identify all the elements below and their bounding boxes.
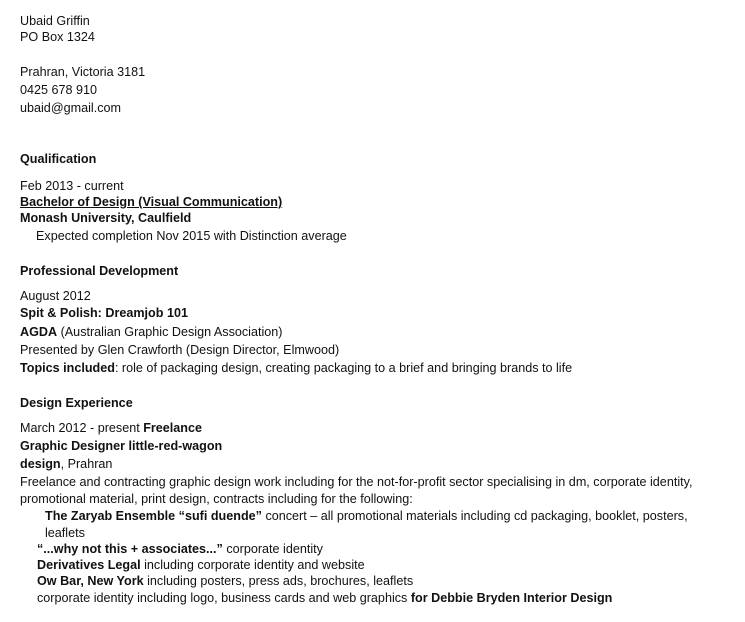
- design-exp-date: March 2012 - present: [20, 421, 144, 435]
- project-item: [37, 590, 727, 607]
- contact-name: Ubaid Griffin: [20, 14, 90, 28]
- project-2-text: including corporate identity and website: [140, 558, 365, 572]
- project-item: [37, 557, 727, 574]
- project-0-bold: The Zaryab Ensemble “sufi duende”: [45, 509, 262, 523]
- project-3-bold: Ow Bar, New York: [37, 574, 144, 588]
- project-item: [37, 573, 727, 590]
- topics-text: : role of packaging design, creating packaging to a brief and bringing brands to life: [114, 361, 573, 375]
- prof-dev-org: [20, 324, 727, 341]
- course-prefix: Spit & Polish:: [20, 306, 106, 320]
- project-item: [37, 541, 727, 558]
- project-4-bold: for Debbie Bryden Interior Design: [410, 591, 613, 605]
- project-0-text: concert – all promotional materials including cd packaging, booklet, posters, leaflets: [45, 509, 688, 540]
- project-4-text: corporate identity including logo, business cards and web graphics: [37, 591, 411, 605]
- company-bold: design: [20, 457, 61, 471]
- design-exp-employment-type: Freelance: [143, 421, 203, 435]
- design-exp-heading: Design Experience: [20, 396, 133, 410]
- design-exp-description: Freelance and contracting graphic design work including for the not-for-profit sector specialising in dm, corporate identity, promotional material, print design, contracts including for the following:: [20, 475, 693, 506]
- project-1-text: corporate identity: [222, 542, 323, 556]
- qualification-heading: Qualification: [20, 152, 97, 166]
- prof-dev-date: August 2012: [20, 289, 91, 303]
- project-1-bold: “...why not this + associates...”: [37, 542, 223, 556]
- contact-phone: 0425 678 910: [20, 83, 98, 97]
- prof-dev-topics: [20, 360, 727, 377]
- topics-label: Topics included: [20, 361, 115, 375]
- prof-dev-heading: Professional Development: [20, 264, 179, 278]
- prof-dev-presenter: Presented by Glen Crawforth (Design Director, Elmwood): [20, 343, 340, 357]
- qualification-note: Expected completion Nov 2015 with Distinction average: [36, 229, 347, 243]
- design-exp-role: Graphic Designer little-red-wagon: [20, 439, 223, 453]
- prof-dev-course: [20, 305, 727, 322]
- project-2-bold: Derivatives Legal: [37, 558, 141, 572]
- contact-email: ubaid@gmail.com: [20, 101, 121, 115]
- design-exp-date-line: [20, 420, 727, 437]
- contact-po-box: PO Box 1324: [20, 30, 95, 44]
- org-abbr: AGDA: [20, 325, 58, 339]
- company-location: , Prahran: [60, 457, 113, 471]
- org-full: (Australian Graphic Design Association): [57, 325, 283, 339]
- course-name: Dreamjob 101: [105, 306, 188, 320]
- design-exp-company: [20, 456, 727, 473]
- qualification-institution: Monash University, Caulfield: [20, 211, 192, 225]
- qualification-date: Feb 2013 - current: [20, 179, 124, 193]
- qualification-degree: Bachelor of Design (Visual Communication): [20, 195, 283, 209]
- contact-city: Prahran, Victoria 3181: [20, 65, 146, 79]
- project-item: [45, 508, 725, 542]
- project-3-text: including posters, press ads, brochures, leaflets: [143, 574, 414, 588]
